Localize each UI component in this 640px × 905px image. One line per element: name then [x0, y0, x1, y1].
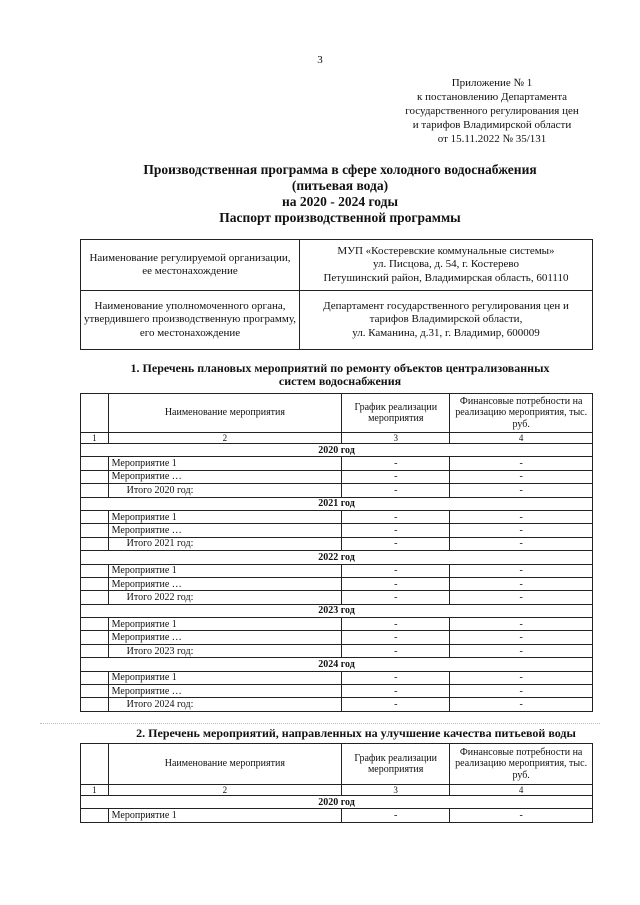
appendix-line: и тарифов Владимирской области	[412, 119, 572, 131]
appendix-line: государственного регулирования цен	[405, 105, 579, 117]
table-row	[81, 591, 593, 604]
column-number: 1	[81, 785, 109, 796]
schedule-value: -	[342, 457, 450, 470]
finance-value: -	[450, 631, 593, 644]
schedule-value: -	[342, 671, 450, 684]
row-number	[81, 644, 109, 657]
passport-value-line: МУП «Костеревские коммунальные системы»	[337, 244, 555, 257]
schedule-value: -	[342, 510, 450, 523]
column-number: 3	[342, 785, 450, 796]
schedule-value: -	[342, 564, 450, 577]
table-row	[81, 698, 593, 711]
column-number: 2	[108, 785, 341, 796]
passport-value-line: ул. Писцова, д. 54, г. Костерево	[372, 258, 520, 271]
column-number-row	[81, 785, 593, 796]
row-number	[81, 524, 109, 537]
table-row	[81, 644, 593, 657]
finance-value: -	[450, 470, 593, 483]
header-empty	[81, 744, 109, 785]
header-name: Наименование мероприятия	[108, 394, 342, 433]
activity-name: Мероприятие 1	[108, 510, 342, 523]
finance-value: -	[450, 644, 593, 657]
finance-value: -	[450, 484, 593, 497]
table-header-row	[81, 394, 593, 433]
activity-name: Мероприятие 1	[108, 564, 342, 577]
table-row	[81, 671, 593, 684]
finance-value: -	[450, 671, 593, 684]
finance-value: -	[450, 577, 593, 590]
table-row	[81, 537, 593, 550]
table-header-row	[81, 744, 593, 785]
schedule-value: -	[342, 618, 450, 631]
schedule-value: -	[342, 577, 450, 590]
appendix-header	[372, 76, 612, 146]
table-row	[81, 685, 593, 698]
row-number	[81, 685, 109, 698]
finance-value: -	[450, 564, 593, 577]
row-number	[81, 484, 109, 497]
table-row	[81, 291, 593, 350]
schedule-value: -	[342, 470, 450, 483]
page-break-line	[40, 723, 600, 724]
year-row	[81, 551, 593, 564]
finance-value: -	[450, 524, 593, 537]
section1-title	[90, 362, 590, 388]
table-row	[81, 577, 593, 590]
schedule-value: -	[342, 685, 450, 698]
title-line: Производственная программа в сфере холодного водоснабжения	[143, 162, 537, 177]
activity-name: Мероприятие 1	[108, 457, 342, 470]
row-number	[81, 470, 109, 483]
table-row	[81, 240, 593, 291]
row-number	[81, 577, 109, 590]
section-title-line: 2. Перечень мероприятий, направленных на улучшение качества питьевой воды	[136, 726, 576, 740]
row-number	[81, 631, 109, 644]
row-number	[81, 510, 109, 523]
activity-name: Мероприятие …	[108, 470, 342, 483]
activity-name: Мероприятие …	[108, 685, 342, 698]
finance-value: -	[450, 698, 593, 711]
schedule-value: -	[342, 631, 450, 644]
table-row	[81, 809, 593, 822]
activity-name: Мероприятие …	[108, 577, 342, 590]
schedule-value: -	[342, 809, 450, 822]
appendix-line: от 15.11.2022 № 35/131	[437, 133, 547, 145]
page-number: 3	[317, 54, 323, 66]
section-title-line: 1. Перечень плановых мероприятий по ремонту объектов централизованных	[130, 361, 550, 375]
passport-value-authority	[300, 291, 593, 350]
year-label: 2024 год	[81, 658, 593, 671]
header-empty	[81, 394, 109, 433]
year-label: 2020 год	[81, 444, 593, 457]
finance-value: -	[450, 537, 593, 550]
total-label: Итого 2021 год:	[108, 537, 342, 550]
title-line: Паспорт производственной программы	[219, 210, 461, 225]
activity-name: Мероприятие …	[108, 631, 342, 644]
section2-table	[80, 743, 593, 823]
table-row	[81, 484, 593, 497]
table-row	[81, 618, 593, 631]
year-row	[81, 796, 593, 809]
header-finance: Финансовые потребности на реализацию мероприятия, тыс. руб.	[450, 744, 593, 785]
schedule-value: -	[342, 484, 450, 497]
passport-value-organization	[300, 240, 593, 291]
column-number: 4	[450, 785, 593, 796]
activity-name: Мероприятие …	[108, 524, 342, 537]
passport-value-line: Петушинский район, Владимирская область, 601110	[323, 271, 569, 284]
column-number: 3	[342, 433, 450, 444]
passport-value-line: ул. Каманина, д.31, г. Владимир, 600009	[352, 326, 540, 339]
document-title	[60, 162, 620, 226]
header-finance: Финансовые потребности на реализацию мероприятия, тыс. руб.	[450, 394, 593, 433]
total-label: Итого 2023 год:	[108, 644, 342, 657]
year-row	[81, 658, 593, 671]
schedule-value: -	[342, 698, 450, 711]
passport-label-organization: Наименование регулируемой организации, ее местонахождение	[81, 240, 300, 291]
passport-table	[80, 239, 593, 350]
table-row	[81, 510, 593, 523]
table-row	[81, 457, 593, 470]
year-row	[81, 497, 593, 510]
total-label: Итого 2022 год:	[108, 591, 342, 604]
total-label: Итого 2020 год:	[108, 484, 342, 497]
table-row	[81, 631, 593, 644]
activity-name: Мероприятие 1	[108, 809, 341, 822]
year-row	[81, 604, 593, 617]
column-number-row	[81, 433, 593, 444]
passport-value-line: тарифов Владимирской области,	[369, 313, 523, 326]
finance-value: -	[450, 685, 593, 698]
finance-value: -	[450, 591, 593, 604]
title-line: на 2020 - 2024 годы	[281, 194, 399, 209]
year-label: 2021 год	[81, 497, 593, 510]
row-number	[81, 671, 109, 684]
schedule-value: -	[342, 591, 450, 604]
finance-value: -	[450, 618, 593, 631]
passport-value-line: Департамент государственного регулирования цен и	[323, 299, 569, 312]
schedule-value: -	[342, 644, 450, 657]
column-number: 2	[108, 433, 342, 444]
schedule-value: -	[342, 524, 450, 537]
section-title-line: систем водоснабжения	[278, 374, 402, 388]
year-label: 2022 год	[81, 551, 593, 564]
section1-table	[80, 393, 593, 712]
year-row	[81, 444, 593, 457]
finance-value: -	[450, 457, 593, 470]
year-label: 2020 год	[81, 796, 593, 809]
row-number	[81, 698, 109, 711]
column-number: 4	[450, 433, 593, 444]
section2-title	[96, 727, 616, 740]
activity-name: Мероприятие 1	[108, 671, 342, 684]
row-number	[81, 564, 109, 577]
activity-name: Мероприятие 1	[108, 618, 342, 631]
appendix-line: к постановлению Департамента	[416, 91, 568, 103]
schedule-value: -	[342, 537, 450, 550]
total-label: Итого 2024 год:	[108, 698, 342, 711]
header-schedule: График реализации мероприятия	[342, 394, 450, 433]
table-row	[81, 564, 593, 577]
row-number	[81, 591, 109, 604]
row-number	[81, 618, 109, 631]
header-schedule: График реализации мероприятия	[342, 744, 450, 785]
finance-value: -	[450, 510, 593, 523]
row-number	[81, 809, 109, 822]
appendix-line: Приложение № 1	[451, 77, 533, 89]
row-number	[81, 457, 109, 470]
finance-value: -	[450, 809, 593, 822]
year-label: 2023 год	[81, 604, 593, 617]
title-line: (питьевая вода)	[291, 178, 389, 193]
row-number	[81, 537, 109, 550]
table-row	[81, 524, 593, 537]
table-row	[81, 470, 593, 483]
header-name: Наименование мероприятия	[108, 744, 341, 785]
column-number: 1	[81, 433, 109, 444]
passport-label-authority: Наименование уполномоченного органа, утвердившего производственную программу, его местонахождение	[81, 291, 300, 350]
